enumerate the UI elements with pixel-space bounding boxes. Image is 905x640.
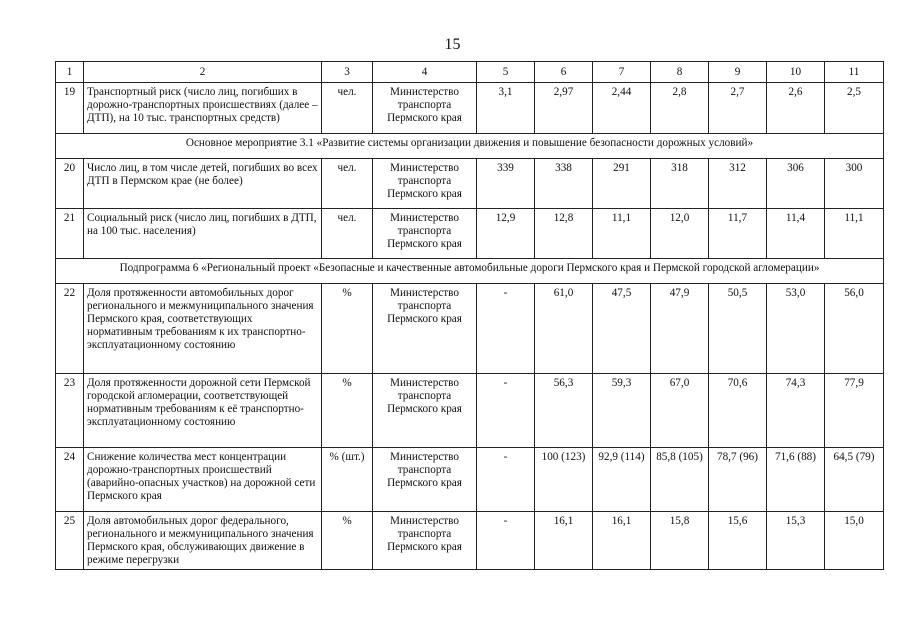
- row-number: 21: [56, 209, 84, 259]
- responsible-cell: Министерство транспорта Пермского края: [373, 448, 477, 512]
- value-cell: 11,7: [709, 209, 767, 259]
- value-cell: -: [477, 284, 535, 374]
- value-cell: 2,97: [535, 83, 593, 134]
- value-cell: 50,5: [709, 284, 767, 374]
- column-number: 2: [84, 62, 322, 83]
- table-row: [56, 284, 884, 374]
- value-cell: 70,6: [709, 374, 767, 448]
- value-cell: 77,9: [825, 374, 884, 448]
- column-number: 11: [825, 62, 884, 83]
- responsible-cell: Министерство транспорта Пермского края: [373, 512, 477, 570]
- value-cell: 306: [767, 159, 825, 209]
- value-cell: 85,8 (105): [651, 448, 709, 512]
- responsible-cell: Министерство транспорта Пермского края: [373, 83, 477, 134]
- unit-cell: чел.: [322, 83, 373, 134]
- column-number: 3: [322, 62, 373, 83]
- column-number: 5: [477, 62, 535, 83]
- column-number-row: [56, 62, 884, 83]
- responsible-cell: Министерство транспорта Пермского края: [373, 159, 477, 209]
- indicator-name: Число лиц, в том числе детей, погибших во всех ДТП в Пермском крае (не более): [84, 159, 322, 209]
- value-cell: 15,0: [825, 512, 884, 570]
- value-cell: 64,5 (79): [825, 448, 884, 512]
- value-cell: 3,1: [477, 83, 535, 134]
- indicator-name: Доля автомобильных дорог федерального, регионального и межмуниципального значения Пермского края, обслуживающих движение в режиме перегрузки: [84, 512, 322, 570]
- table-row: [56, 159, 884, 209]
- value-cell: 67,0: [651, 374, 709, 448]
- value-cell: 56,0: [825, 284, 884, 374]
- value-cell: 47,5: [593, 284, 651, 374]
- value-cell: 12,0: [651, 209, 709, 259]
- value-cell: 15,6: [709, 512, 767, 570]
- responsible-cell: Министерство транспорта Пермского края: [373, 374, 477, 448]
- unit-cell: %: [322, 512, 373, 570]
- value-cell: 300: [825, 159, 884, 209]
- column-number: 9: [709, 62, 767, 83]
- table-row: [56, 374, 884, 448]
- row-number: 20: [56, 159, 84, 209]
- unit-cell: %: [322, 374, 373, 448]
- indicator-name: Доля протяженности автомобильных дорог регионального и межмуниципального значения Пермского края, соответствующих нормативным требованиям к их транспортно-эксплуатационному состоянию: [84, 284, 322, 374]
- column-number: 6: [535, 62, 593, 83]
- value-cell: 53,0: [767, 284, 825, 374]
- value-cell: 47,9: [651, 284, 709, 374]
- value-cell: 15,3: [767, 512, 825, 570]
- value-cell: 16,1: [593, 512, 651, 570]
- unit-cell: % (шт.): [322, 448, 373, 512]
- column-number: 1: [56, 62, 84, 83]
- value-cell: -: [477, 374, 535, 448]
- column-number: 8: [651, 62, 709, 83]
- column-number: 7: [593, 62, 651, 83]
- value-cell: 2,5: [825, 83, 884, 134]
- responsible-cell: Министерство транспорта Пермского края: [373, 209, 477, 259]
- value-cell: 12,9: [477, 209, 535, 259]
- row-number: 24: [56, 448, 84, 512]
- value-cell: 12,8: [535, 209, 593, 259]
- page-number: 15: [444, 36, 461, 53]
- row-number: 22: [56, 284, 84, 374]
- value-cell: 16,1: [535, 512, 593, 570]
- value-cell: 92,9 (114): [593, 448, 651, 512]
- indicator-name: Транспортный риск (число лиц, погибших в дорожно-транспортных происшествиях (далее – ДТП), на 10 тыс. транспортных средств): [84, 83, 322, 134]
- value-cell: -: [477, 512, 535, 570]
- value-cell: 56,3: [535, 374, 593, 448]
- table-row: [56, 83, 884, 134]
- unit-cell: чел.: [322, 209, 373, 259]
- value-cell: 59,3: [593, 374, 651, 448]
- value-cell: 11,4: [767, 209, 825, 259]
- row-number: 25: [56, 512, 84, 570]
- value-cell: 2,8: [651, 83, 709, 134]
- value-cell: 312: [709, 159, 767, 209]
- value-cell: 78,7 (96): [709, 448, 767, 512]
- value-cell: 11,1: [825, 209, 884, 259]
- indicator-name: Доля протяженности дорожной сети Пермской городской агломерации, соответствующей нормативным требованиям к её транспортно-эксплуатационному состоянию: [84, 374, 322, 448]
- unit-cell: чел.: [322, 159, 373, 209]
- value-cell: 318: [651, 159, 709, 209]
- value-cell: 74,3: [767, 374, 825, 448]
- indicator-name: Социальный риск (число лиц, погибших в ДТП, на 100 тыс. населения): [84, 209, 322, 259]
- value-cell: -: [477, 448, 535, 512]
- section-title: Подпрограмма 6 «Региональный проект «Безопасные и качественные автомобильные дороги Пермского края и Пермской городской агломерации»: [56, 259, 884, 284]
- section-title: Основное мероприятие 3.1 «Развитие системы организации движения и повышение безопасности дорожных условий»: [56, 134, 884, 159]
- value-cell: 61,0: [535, 284, 593, 374]
- indicators-table: [55, 61, 884, 570]
- indicator-name: Снижение количества мест концентрации дорожно-транспортных происшествий (аварийно-опасных участков) на дорожной сети Пермского края: [84, 448, 322, 512]
- value-cell: 2,44: [593, 83, 651, 134]
- value-cell: 2,7: [709, 83, 767, 134]
- value-cell: 11,1: [593, 209, 651, 259]
- row-number: 19: [56, 83, 84, 134]
- value-cell: 2,6: [767, 83, 825, 134]
- section-row: [56, 259, 884, 284]
- unit-cell: %: [322, 284, 373, 374]
- value-cell: 338: [535, 159, 593, 209]
- table-row: [56, 512, 884, 570]
- value-cell: 291: [593, 159, 651, 209]
- row-number: 23: [56, 374, 84, 448]
- column-number: 10: [767, 62, 825, 83]
- table-row: [56, 209, 884, 259]
- table-row: [56, 448, 884, 512]
- value-cell: 100 (123): [535, 448, 593, 512]
- value-cell: 15,8: [651, 512, 709, 570]
- value-cell: 339: [477, 159, 535, 209]
- value-cell: 71,6 (88): [767, 448, 825, 512]
- responsible-cell: Министерство транспорта Пермского края: [373, 284, 477, 374]
- section-row: [56, 134, 884, 159]
- column-number: 4: [373, 62, 477, 83]
